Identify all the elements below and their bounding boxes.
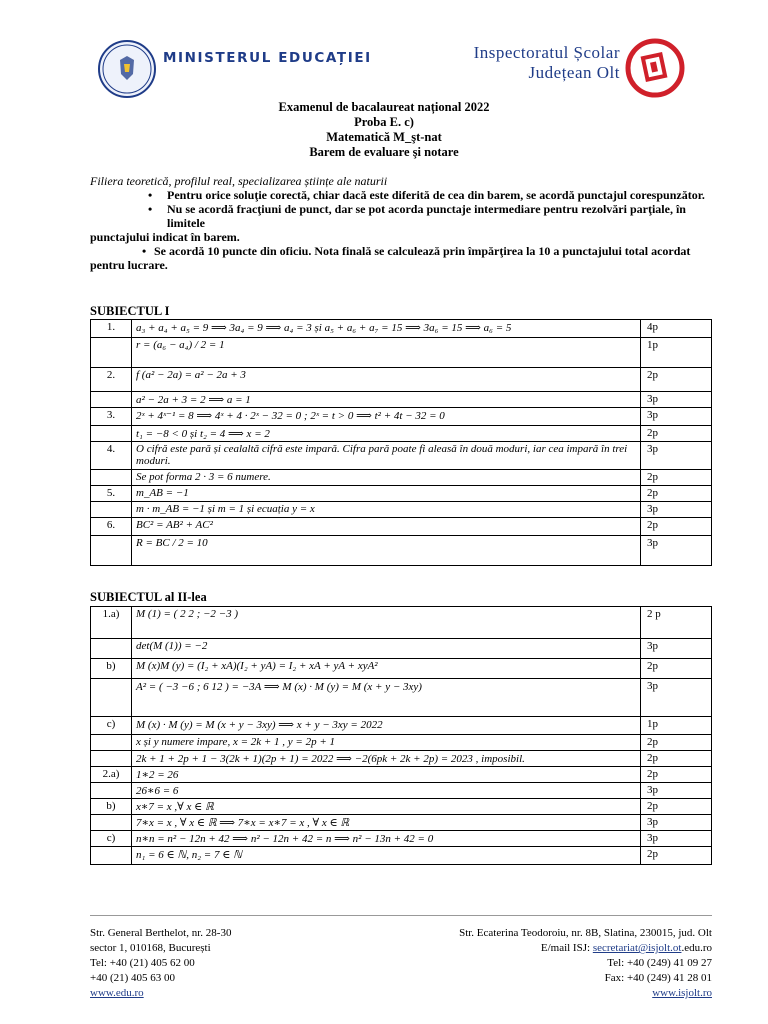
instruction-3: • Se acordă 10 puncte din oficiu. Nota finală se calculează prin împărţirea la 10 a punctajului total acordat pentru lucrare. [90, 244, 691, 272]
points-value: 3p [641, 831, 712, 847]
points-value: 3p [641, 536, 712, 566]
solution-step: f (a² − 2a) = a² − 2a + 3 [132, 368, 641, 392]
solution-step: R = BC / 2 = 10 [132, 536, 641, 566]
solution-step: 2ˣ + 4ˣ⁻¹ = 8 ⟹ 4ˣ + 4 · 2ˣ − 32 = 0 ; 2ˣ = t > 0 ⟹ t² + 4t − 32 = 0 [132, 408, 641, 426]
solution-step: m_AB = −1 [132, 486, 641, 502]
solution-step: x∗7 = x ,∀ x ∈ ℝ [132, 799, 641, 815]
table-row [91, 442, 712, 470]
solution-step: 1∗2 = 26 [132, 767, 641, 783]
item-number [91, 751, 132, 767]
item-number: c) [91, 831, 132, 847]
points-value: 2p [641, 659, 712, 679]
table-row [91, 815, 712, 831]
isj-name: Inspectoratul Școlar Județean Olt [473, 43, 620, 82]
table-row [91, 847, 712, 865]
footer-isj-address: Str. Ecaterina Teodoroiu, nr. 8B, Slatina, 230015, jud. Olt E/mail ISJ: secretariat@isjolt.ot.edu.ro Tel: +40 (249) 41 09 27 Fax: +40 (249) 41 28 01 www.isjolt.ro [459, 927, 712, 999]
points-value: 2p [641, 368, 712, 392]
isj-email-link[interactable]: secretariat@isjolt.ot [592, 942, 682, 954]
solution-step: O cifră este pară și cealaltă cifră este impară. Cifra pară poate fi aleasă în două moduri, iar cea impară în trei moduri. [132, 442, 641, 470]
instruction-list [90, 188, 720, 230]
item-number: 2. [91, 368, 132, 392]
points-value: 2p [641, 767, 712, 783]
table-row [91, 536, 712, 566]
solution-step: m · m_AB = −1 și m = 1 și ecuația y = x [132, 502, 641, 518]
table-row [91, 659, 712, 679]
item-number [91, 338, 132, 368]
points-value: 2p [641, 847, 712, 865]
item-number [91, 502, 132, 518]
item-number: b) [91, 799, 132, 815]
points-value: 3p [641, 815, 712, 831]
table-row [91, 426, 712, 442]
points-value: 1p [641, 717, 712, 735]
item-number: c) [91, 717, 132, 735]
solution-step: r = (a₆ − a₄) / 2 = 1 [132, 338, 641, 368]
table-row [91, 639, 712, 659]
points-value: 2p [641, 799, 712, 815]
solution-step: A² = ( −3 −6 ; 6 12 ) = −3A ⟹ M (x) · M (y) = M (x + y − 3xy) [132, 679, 641, 717]
points-value: 2 p [641, 607, 712, 639]
filiera-text: Filiera teoretică, profilul real, specializarea științe ale naturii [90, 174, 388, 188]
item-number [91, 847, 132, 865]
solution-step: M (x) · M (y) = M (x + y − 3xy) ⟹ x + y − 3xy = 2022 [132, 717, 641, 735]
item-number: 4. [91, 442, 132, 470]
item-number [91, 783, 132, 799]
exam-title: Examenul de bacalaureat național 2022 [278, 100, 490, 114]
points-value: 2p [641, 470, 712, 486]
solution-step: det(M (1)) = −2 [132, 639, 641, 659]
item-number [91, 639, 132, 659]
solution-step: M (1) = ( 2 2 ; −2 −3 ) [132, 607, 641, 639]
solution-step: n₁ = 6 ∈ ℕ, n₂ = 7 ∈ ℕ [132, 847, 641, 865]
scoring-table-subject-1 [90, 319, 712, 566]
item-number [91, 815, 132, 831]
footer-divider [90, 915, 712, 916]
table-row [91, 783, 712, 799]
document-titles [0, 100, 768, 160]
table-row [91, 392, 712, 408]
solution-step: 26∗6 = 6 [132, 783, 641, 799]
solution-step: a₃ + a₄ + a₅ = 9 ⟹ 3a₄ = 9 ⟹ a₄ = 3 și a₅ + a₆ + a₇ = 15 ⟹ 3a₆ = 15 ⟹ a₆ = 5 [132, 320, 641, 338]
solution-step: 7∗x = x , ∀ x ∈ ℝ ⟹ 7∗x = x∗7 = x , ∀ x ∈ ℝ [132, 815, 641, 831]
ministry-website-link[interactable]: www.edu.ro [90, 987, 144, 999]
table-row [91, 799, 712, 815]
points-value: 3p [641, 639, 712, 659]
solution-step: t₁ = −8 < 0 și t₂ = 4 ⟹ x = 2 [132, 426, 641, 442]
section-2-title: SUBIECTUL al II-lea [90, 590, 207, 604]
instruction-2-continued: punctajului indicat în barem. [90, 230, 240, 244]
solution-step: Se pot forma 2 · 3 = 6 numere. [132, 470, 641, 486]
table-row [91, 679, 712, 717]
points-value: 3p [641, 442, 712, 470]
table-row [91, 518, 712, 536]
item-number [91, 536, 132, 566]
ministry-name: MINISTERUL EDUCAȚIEI [163, 50, 372, 66]
points-value: 3p [641, 783, 712, 799]
points-value: 3p [641, 392, 712, 408]
table-row [91, 408, 712, 426]
table-row [91, 607, 712, 639]
exam-barem: Barem de evaluare şi notare [309, 145, 459, 159]
item-number [91, 470, 132, 486]
points-value: 2p [641, 735, 712, 751]
scoring-table-subject-2 [90, 606, 712, 865]
table-row [91, 368, 712, 392]
points-value: 2p [641, 486, 712, 502]
item-number: 2.a) [91, 767, 132, 783]
points-value: 3p [641, 502, 712, 518]
solution-step: x și y numere impare, x = 2k + 1 , y = 2p + 1 [132, 735, 641, 751]
table-row [91, 338, 712, 368]
instruction-1: • Pentru orice soluţie corectă, chiar dacă este diferită de cea din barem, se acordă punctajul corespunzător. [90, 188, 720, 202]
table-row [91, 831, 712, 847]
isj-website-link[interactable]: www.isjolt.ro [652, 987, 712, 999]
solution-step: BC² = AB² + AC² [132, 518, 641, 536]
solution-step: a² − 2a + 3 = 2 ⟹ a = 1 [132, 392, 641, 408]
section-1-title: SUBIECTUL I [90, 304, 170, 318]
solution-step: M (x)M (y) = (I₂ + xA)(I₂ + yA) = I₂ + xA + yA + xyA² [132, 659, 641, 679]
item-number: b) [91, 659, 132, 679]
solution-step: n∗n = n² − 12n + 42 ⟹ n² − 12n + 42 = n ⟹ n² − 13n + 42 = 0 [132, 831, 641, 847]
government-seal-icon [98, 40, 156, 98]
solution-step: 2k + 1 + 2p + 1 − 3(2k + 1)(2p + 1) = 2022 ⟹ −2(6pk + 2k + 2p) = 2023 , imposibil. [132, 751, 641, 767]
exam-subject: Matematică M_şt-nat [326, 130, 442, 144]
table-row [91, 486, 712, 502]
table-row [91, 767, 712, 783]
table-row [91, 717, 712, 735]
table-row [91, 751, 712, 767]
item-number: 6. [91, 518, 132, 536]
item-number: 3. [91, 408, 132, 426]
points-value: 2p [641, 518, 712, 536]
instruction-2: • Nu se acordă fracţiuni de punct, dar se pot acorda punctaje intermediare pentru rezolvări parţiale, în limitele [90, 202, 720, 230]
item-number [91, 426, 132, 442]
item-number: 5. [91, 486, 132, 502]
table-row [91, 320, 712, 338]
points-value: 2p [641, 426, 712, 442]
points-value: 3p [641, 679, 712, 717]
table-row [91, 470, 712, 486]
isj-logo-icon [625, 38, 685, 98]
table-row [91, 735, 712, 751]
points-value: 3p [641, 408, 712, 426]
points-value: 2p [641, 751, 712, 767]
intro-instructions [90, 174, 720, 272]
item-number [91, 679, 132, 717]
item-number [91, 392, 132, 408]
points-value: 1p [641, 338, 712, 368]
footer-ministry-address: Str. General Berthelot, nr. 28-30 sector 1, 010168, București Tel: +40 (21) 405 62 00 +40 (21) 405 63 00 www.edu.ro [90, 927, 232, 999]
item-number: 1.a) [91, 607, 132, 639]
item-number [91, 735, 132, 751]
exam-proba: Proba E. c) [354, 115, 414, 129]
table-row [91, 502, 712, 518]
item-number: 1. [91, 320, 132, 338]
points-value: 4p [641, 320, 712, 338]
page-header [0, 0, 768, 96]
